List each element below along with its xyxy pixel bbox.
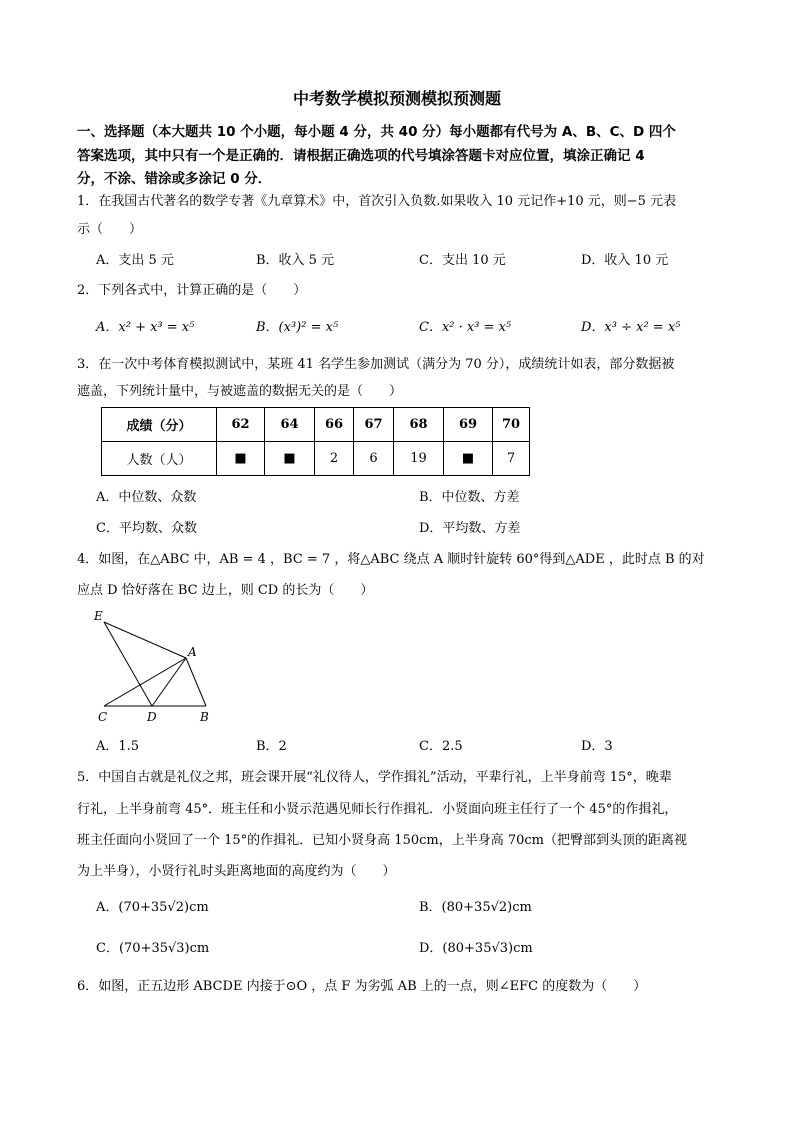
count-cell: 6	[354, 442, 394, 476]
q2-option-a: A．x² + x³ = x⁵	[96, 320, 195, 335]
segment-ca	[104, 658, 186, 706]
triangle-figure	[90, 606, 220, 728]
count-cell: 7	[493, 442, 530, 476]
q2-option-d: D．x³ ÷ x² = x⁵	[581, 320, 681, 335]
q5-stem-line3: 班主任面向小贤回了一个 15°的作揖礼．已知小贤身高 150cm，上半身高 70cm（把臀部到头顶的距离视	[77, 833, 688, 848]
count-cell: 2	[315, 442, 354, 476]
score-row	[102, 408, 530, 442]
q3-option-c: C．平均数、众数	[96, 521, 197, 536]
count-cell-covered: ■	[265, 442, 315, 476]
score-row-label: 成绩（分）	[102, 408, 217, 442]
q3-option-a: A．中位数、众数	[96, 490, 197, 505]
q4-option-b: B．2	[256, 739, 287, 754]
section-heading-line3: 分，不涂、错涂或多涂记 0 分．	[77, 171, 272, 187]
q5-stem-line2: 行礼，上半身前弯 45°．班主任和小贤示范遇见师长行作揖礼．小贤面向班主任行了一个 45°的作揖礼，	[77, 802, 678, 817]
q3-stem-line1: 3．在一次中考体育模拟测试中，某班 41 名学生参加测试（满分为 70 分），成绩统计如表，部分数据被	[77, 357, 675, 372]
q1-stem-line2: 示（ ）	[77, 222, 143, 237]
q3-option-d: D．平均数、方差	[419, 521, 521, 536]
q4-stem-line2: 应点 D 恰好落在 BC 边上，则 CD 的长为（ ）	[77, 583, 374, 598]
q6-stem-line1: 6．如图，正五边形 ABCDE 内接于⊙O ，点 F 为劣弧 AB 上的一点，则∠EFC 的度数为（ ）	[77, 979, 647, 994]
score-cell: 62	[217, 408, 265, 442]
q5-stem-line4: 为上半身），小贤行礼时头距离地面的高度约为（ ）	[77, 864, 396, 879]
label-d: D	[147, 710, 157, 724]
q2-option-c: C．x² · x³ = x⁵	[419, 320, 512, 335]
score-cell: 66	[315, 408, 354, 442]
score-cell: 68	[394, 408, 444, 442]
q5-option-b: B．(80+35√2)cm	[419, 900, 532, 915]
section-heading-line2: 答案选项，其中只有一个是正确的．请根据正确选项的代号填涂答题卡对应位置，填涂正确记 4	[77, 148, 645, 164]
segment-ea	[104, 622, 186, 658]
label-e: E	[94, 609, 103, 623]
q1-stem-line1: 1．在我国古代著名的数学专著《九章算术》中，首次引入负数.如果收入 10 元记作+10 元，则−5 元表	[77, 194, 677, 209]
label-c: C	[98, 710, 108, 724]
q1-option-a: A．支出 5 元	[96, 253, 174, 268]
q5-option-d: D．(80+35√3)cm	[419, 941, 533, 956]
q1-option-c: C．支出 10 元	[419, 253, 506, 268]
q1-option-b: B．收入 5 元	[256, 253, 335, 268]
segment-ed	[104, 622, 152, 706]
score-cell: 67	[354, 408, 394, 442]
count-cell-covered: ■	[217, 442, 265, 476]
q3-option-b: B．中位数、方差	[419, 490, 520, 505]
q5-option-a: A．(70+35√2)cm	[96, 900, 209, 915]
q1-option-d: D．收入 10 元	[581, 253, 669, 268]
section-heading-line1: 一、选择题（本大题共 10 个小题，每小题 4 分，共 40 分）每小题都有代号为 A、B、C、D 四个	[77, 124, 676, 140]
q2-option-b: B．(x³)² = x⁵	[256, 320, 339, 335]
q5-stem-line1: 5．中国自古就是礼仪之邦，班会课开展“礼仪待人，学作揖礼”活动，平辈行礼，上半身前弯 15°，晚辈	[77, 770, 672, 785]
q2-stem: 2．下列各式中，计算正确的是（ ）	[77, 283, 307, 298]
count-cell: 19	[394, 442, 444, 476]
score-cell: 64	[265, 408, 315, 442]
label-a: A	[188, 645, 197, 659]
q4-stem-line1: 4．如图，在△ABC 中，AB = 4 ，BC = 7 ，将△ABC 绕点 A 顺时针旋转 60°得到△ADE ，此时点 B 的对	[77, 552, 705, 567]
q4-option-d: D．3	[581, 739, 613, 754]
label-b: B	[200, 710, 209, 724]
q4-option-c: C．2.5	[419, 739, 463, 754]
score-cell: 69	[444, 408, 493, 442]
q4-option-a: A．1.5	[96, 739, 140, 754]
score-table	[101, 407, 530, 476]
segment-da	[152, 658, 186, 706]
count-cell-covered: ■	[444, 442, 493, 476]
q3-stem-line2: 遮盖，下列统计量中，与被遮盖的数据无关的是（ ）	[77, 384, 403, 399]
score-cell: 70	[493, 408, 530, 442]
count-row-label: 人数（人）	[102, 442, 217, 476]
page-title: 中考数学模拟预测模拟预测题	[292, 89, 501, 108]
q5-option-c: C．(70+35√3)cm	[96, 941, 210, 956]
segment-ab	[186, 658, 206, 706]
count-row	[102, 442, 530, 476]
